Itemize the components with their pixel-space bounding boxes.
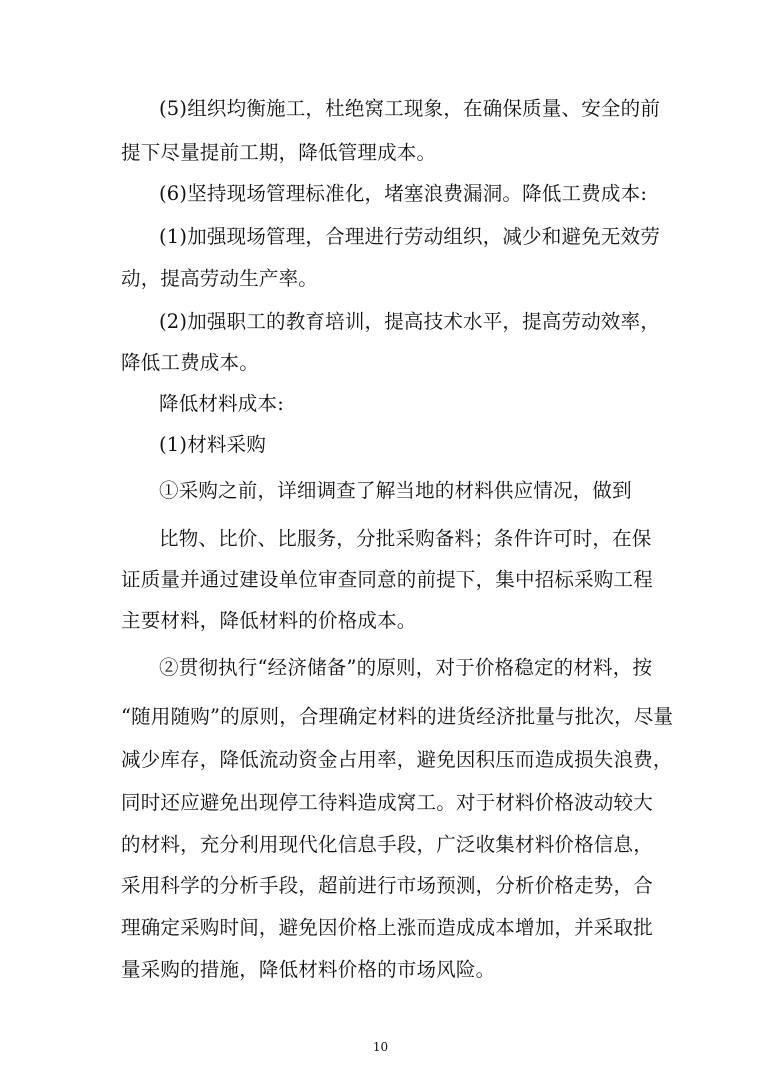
paragraph-line: 理确定采购时间，避免因价格上涨而造成成本增加，并采取批 — [121, 916, 653, 939]
paragraph-line: 量采购的措施，降低材料价格的市场风险。 — [121, 958, 496, 981]
paragraph-line: 提下尽量提前工期，降低管理成本。 — [121, 141, 437, 164]
page-number: 10 — [372, 1040, 389, 1054]
paragraph-line: 采用科学的分析手段，超前进行市场预测，分析价格走势，合 — [121, 874, 653, 897]
paragraph-line: 降低材料成本: — [159, 392, 284, 415]
paragraph-line: (5)组织均衡施工，杜绝窝工现象，在确保质量、安全的前 — [159, 97, 661, 120]
paragraph-line: (6)坚持现场管理标准化，堵塞浪费漏洞。降低工费成本: — [159, 182, 648, 205]
paragraph-line: 减少库存，降低流动资金占用率，避免因积压而造成损失浪费， — [121, 748, 673, 771]
paragraph-line: 降低工费成本。 — [121, 351, 259, 374]
paragraph-line: (1)加强现场管理，合理进行劳动组织，减少和避免无效劳 — [159, 225, 661, 248]
paragraph-line: 同时还应避免出现停工待料造成窝工。对于材料价格波动较大 — [121, 791, 653, 814]
paragraph-line: (2)加强职工的教育培训，提高技术水平，提高劳动效率， — [159, 310, 661, 333]
paragraph-line: 动，提高劳动生产率。 — [121, 267, 319, 290]
paragraph-line: (1)材料采购 — [159, 433, 267, 456]
paragraph-line: 比物、比价、比服务，分批采购备料；条件许可时，在保 — [159, 527, 652, 550]
paragraph-line: ①采购之前，详细调查了解当地的材料供应情况，做到 — [159, 479, 632, 502]
paragraph-line: ②贯彻执行“经济储备”的原则，对于价格稳定的材料，按 — [159, 656, 653, 679]
paragraph-line: 的材料，充分利用现代化信息手段，广泛收集材料价格信息， — [121, 833, 653, 856]
paragraph-line: 主要材料，降低材料的价格成本。 — [121, 609, 417, 632]
paragraph-line: 证质量并通过建设单位审查同意的前提下，集中招标采购工程 — [121, 568, 653, 591]
paragraph-line: “随用随购”的原则，合理确定材料的进货经济批量与批次，尽量 — [121, 705, 674, 728]
